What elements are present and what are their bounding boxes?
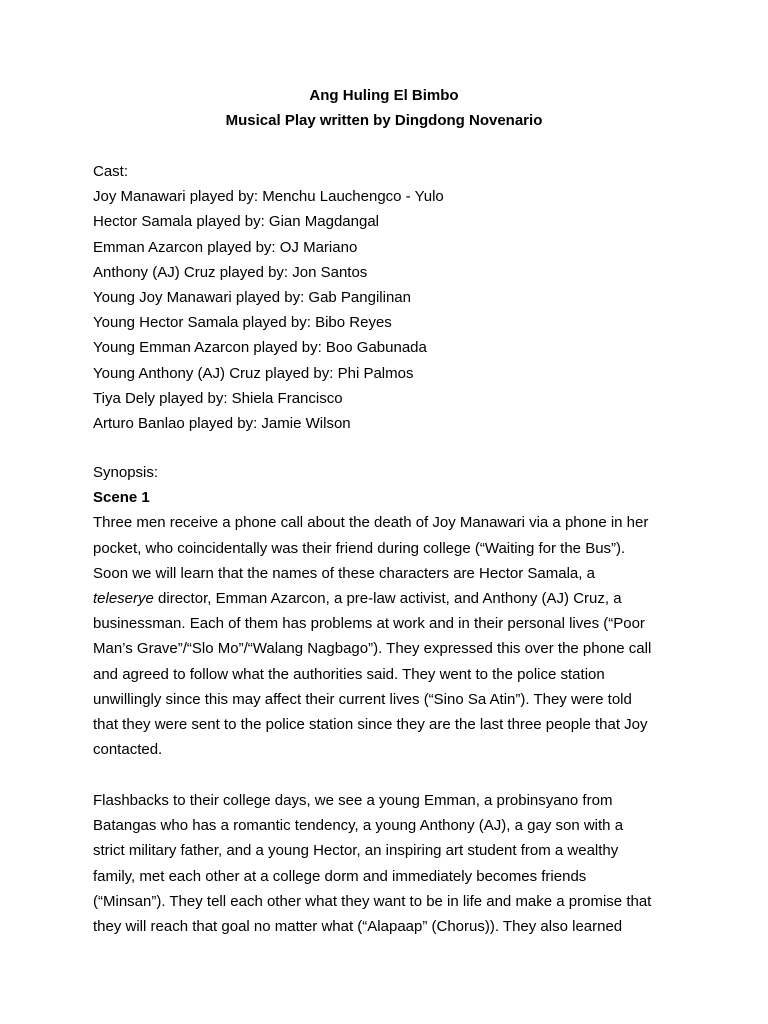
cast-item: Young Joy Manawari played by: Gab Pangilinan bbox=[93, 288, 411, 306]
cast-item: Young Anthony (AJ) Cruz played by: Phi Palmos bbox=[93, 364, 414, 382]
paragraph-line: strict military father, and a young Hector, an inspiring art student from a wealthy bbox=[93, 842, 619, 860]
paragraph-line: Three men receive a phone call about the death of Joy Manawari via a phone in her bbox=[93, 514, 649, 532]
scene-heading: Scene 1 bbox=[93, 489, 150, 507]
cast-section bbox=[93, 159, 683, 436]
cast-item: Tiya Dely played by: Shiela Francisco bbox=[93, 389, 343, 407]
cast-item: Arturo Banlao played by: Jamie Wilson bbox=[93, 414, 351, 432]
paragraph-line: and agreed to follow what the authorities said. They went to the police station bbox=[93, 665, 605, 683]
paragraph-line: Soon we will learn that the names of these characters are Hector Samala, a bbox=[93, 564, 595, 582]
cast-heading: Cast: bbox=[93, 163, 129, 180]
paragraph-line bbox=[93, 586, 683, 611]
paragraph-line: Batangas who has a romantic tendency, a young Anthony (AJ), a gay son with a bbox=[93, 817, 624, 835]
cast-item: Young Emman Azarcon played by: Boo Gabunada bbox=[93, 339, 427, 357]
paragraph-line: Man’s Grave”/“Slo Mo”/“Walang Nagbago”). They expressed this over the phone call bbox=[93, 640, 652, 658]
cast-item: Anthony (AJ) Cruz played by: Jon Santos bbox=[93, 263, 368, 281]
synopsis-heading: Synopsis: bbox=[93, 464, 159, 481]
paragraph-line: pocket, who coincidentally was their friend during college (“Waiting for the Bus”). bbox=[93, 539, 626, 557]
synopsis-section bbox=[93, 460, 683, 762]
paragraph-line: Flashbacks to their college days, we see a young Emman, a probinsyano from bbox=[93, 792, 613, 809]
synopsis-paragraph-1 bbox=[93, 510, 683, 762]
paragraph-line-rest: director, Emman Azarcon, a pre-law activist, and Anthony (AJ) Cruz, a bbox=[153, 589, 622, 607]
paragraph-line: contacted. bbox=[93, 741, 163, 759]
cast-item: Joy Manawari played by: Menchu Lauchengco - Yulo bbox=[93, 188, 444, 206]
document-title: Ang Huling El Bimbo bbox=[309, 87, 459, 104]
paragraph-line: that they were sent to the police station since they are the last three people that Joy bbox=[93, 715, 648, 733]
paragraph-line: unwillingly since this may affect their current lives (“Sino Sa Atin”). They were told bbox=[93, 690, 632, 708]
paragraph-line: (“Minsan”). They tell each other what they want to be in life and make a promise that bbox=[93, 892, 652, 910]
paragraph-line: businessman. Each of them has problems at work and in their personal lives (“Poor bbox=[93, 615, 645, 633]
document-subtitle: Musical Play written by Dingdong Novenario bbox=[225, 112, 543, 129]
paragraph-line: family, met each other at a college dorm and immediately becomes friends bbox=[93, 867, 587, 885]
synopsis-paragraph-2 bbox=[93, 788, 683, 939]
cast-item: Young Hector Samala played by: Bibo Reyes bbox=[93, 314, 392, 332]
cast-item: Hector Samala played by: Gian Magdangal bbox=[93, 213, 379, 231]
paragraph-line: they will reach that goal no matter what (“Alapaap” (Chorus)). They also learned bbox=[93, 917, 623, 935]
italic-term: teleserye bbox=[93, 589, 154, 607]
cast-item: Emman Azarcon played by: OJ Mariano bbox=[93, 238, 358, 256]
